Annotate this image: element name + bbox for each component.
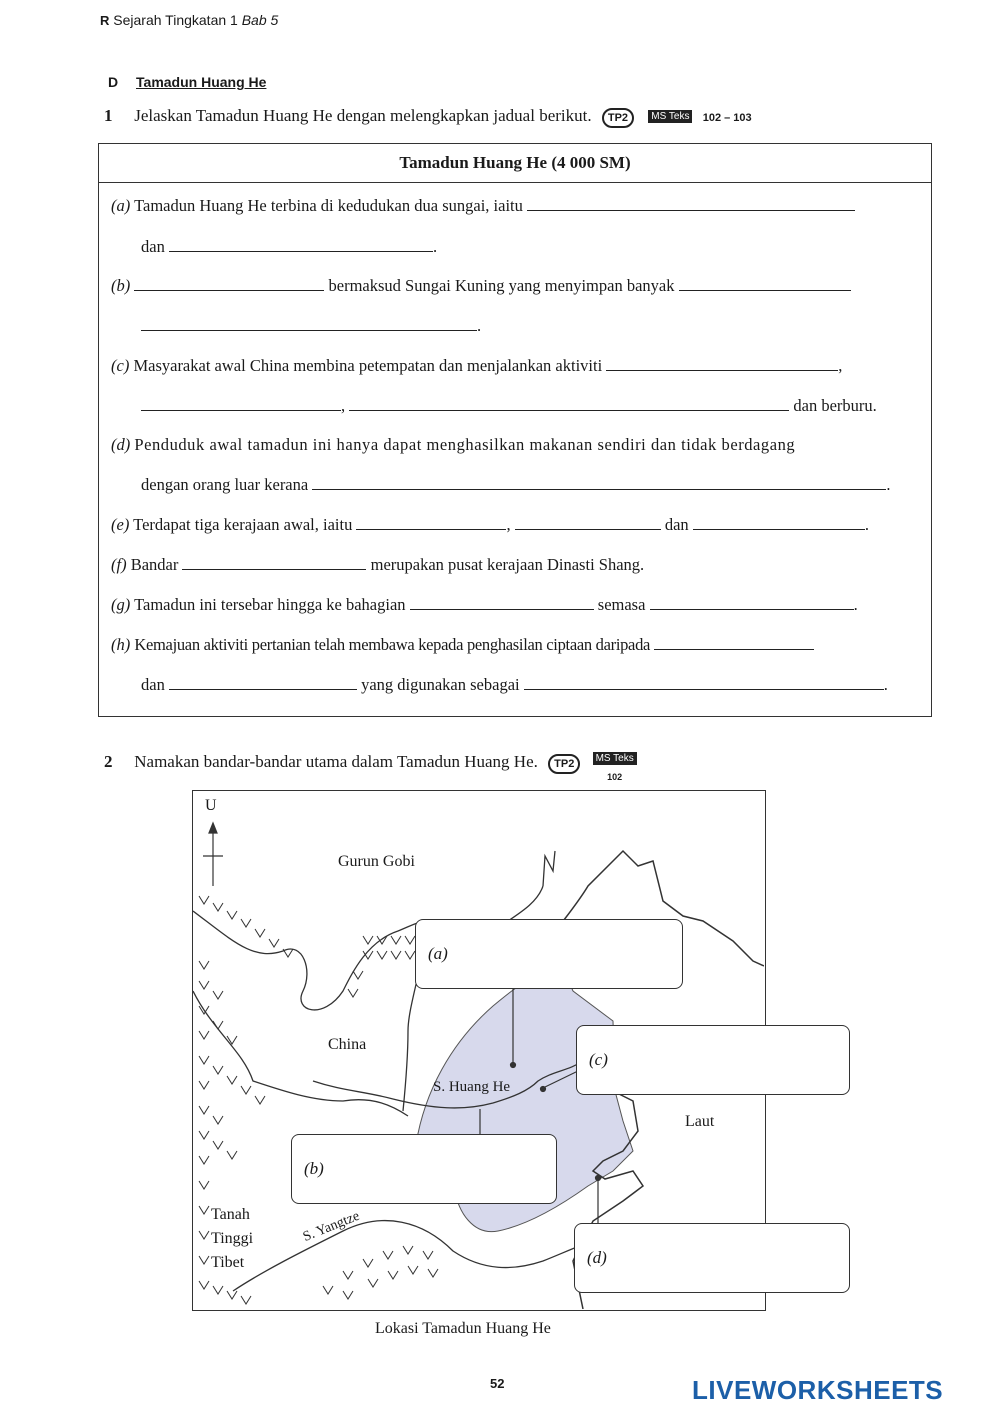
publisher-logo: R — [100, 13, 110, 28]
item-a-cont: dan . — [141, 237, 438, 256]
item-h-cont: dan yang digunakan sebagai . — [141, 675, 888, 694]
north-arrow-icon — [203, 823, 223, 886]
answer-blank[interactable] — [134, 276, 324, 291]
header-subject: Sejarah Tingkatan 1 — [113, 12, 238, 28]
ms-teks-block — [593, 752, 637, 785]
item-c-cont: , dan berburu. — [141, 396, 877, 416]
answer-box-d[interactable]: (d) — [574, 1223, 850, 1293]
table-title: Tamadun Huang He (4 000 SM) — [99, 144, 931, 183]
answer-blank[interactable] — [693, 515, 865, 530]
answer-blank[interactable] — [312, 475, 886, 490]
answer-blank[interactable] — [679, 276, 851, 291]
tp-badge: TP2 — [602, 108, 634, 128]
north-label: U — [205, 797, 217, 814]
item-f: (f) Bandar merupakan pusat kerajaan Dinasti Shang. — [111, 555, 645, 574]
answer-box-b[interactable]: (b) — [291, 1134, 557, 1204]
item-b: (b) bermaksud Sungai Kuning yang menyimpan banyak — [111, 276, 851, 296]
huang-he-map — [192, 790, 766, 1311]
question-number: 2 — [104, 752, 113, 771]
item-c: (c) Masyarakat awal China membina petempatan dan menjalankan aktiviti , — [111, 356, 843, 375]
answer-blank[interactable] — [141, 396, 341, 411]
header-chapter: Bab 5 — [241, 12, 279, 28]
answer-box-a[interactable]: (a) — [415, 919, 683, 989]
answer-blank[interactable] — [650, 595, 854, 610]
section-title: Tamadun Huang He — [136, 74, 267, 90]
tp-badge: TP2 — [548, 754, 580, 774]
item-d-cont: dengan orang luar kerana . — [141, 475, 891, 494]
item-b-cont: . — [141, 316, 481, 336]
answer-blank[interactable] — [606, 356, 838, 371]
answer-table — [98, 143, 932, 717]
answer-blank[interactable] — [527, 196, 855, 211]
answer-blank[interactable] — [349, 396, 789, 411]
answer-blank[interactable] — [356, 515, 506, 530]
answer-box-c[interactable]: (c) — [576, 1025, 850, 1095]
label-laut: Laut — [685, 1113, 715, 1130]
page-reference: 102 — [607, 772, 623, 782]
label-china: China — [328, 1036, 367, 1053]
ms-teks-badge: MS Teks — [593, 752, 637, 765]
map-caption: Lokasi Tamadun Huang He — [375, 1320, 551, 1337]
label-gurun-gobi: Gurun Gobi — [338, 853, 415, 870]
label-huang-he: S. Huang He — [433, 1079, 511, 1095]
label-yangtze: S. Yangtze — [301, 1208, 362, 1245]
item-g: (g) Tamadun ini tersebar hingga ke bahagian semasa . — [111, 595, 858, 614]
label-tibet: Tibet — [211, 1254, 245, 1271]
answer-blank[interactable] — [524, 675, 884, 690]
page-reference: 102 – 103 — [702, 112, 752, 124]
item-e: (e) Terdapat tiga kerajaan awal, iaitu , dan . — [111, 515, 869, 534]
label-tinggi: Tinggi — [211, 1230, 254, 1247]
answer-blank[interactable] — [182, 555, 366, 570]
item-d: (d) Penduduk awal tamadun ini hanya dapat menghasilkan makanan sendiri dan tidak berdagang — [111, 435, 796, 454]
section-heading — [108, 74, 266, 90]
answer-blank[interactable] — [654, 635, 814, 650]
label-tanah: Tanah — [211, 1206, 250, 1223]
answer-blank[interactable] — [169, 237, 433, 252]
answer-blank[interactable] — [515, 515, 661, 530]
liveworksheets-logo: LIVEWORKSHEETS — [692, 1375, 944, 1405]
question-text: Jelaskan Tamadun Huang He dengan melengkapkan jadual berikut. — [134, 106, 592, 125]
item-a: (a) Tamadun Huang He terbina di kedudukan dua sungai, iaitu — [111, 196, 855, 216]
question-number: 1 — [104, 106, 113, 125]
ms-teks-badge: MS Teks — [648, 110, 692, 123]
answer-blank[interactable] — [410, 595, 594, 610]
item-h: (h) Kemajuan aktiviti pertanian telah membawa kepada penghasilan ciptaan daripada — [111, 635, 814, 655]
answer-blank[interactable] — [141, 316, 477, 331]
question-2 — [104, 752, 637, 785]
question-1 — [104, 106, 752, 128]
page-number: 52 — [490, 1376, 505, 1391]
question-text: Namakan bandar-bandar utama dalam Tamadun Huang He. — [134, 752, 538, 771]
page-header — [100, 12, 278, 28]
answer-blank[interactable] — [169, 675, 357, 690]
section-letter: D — [108, 74, 119, 90]
